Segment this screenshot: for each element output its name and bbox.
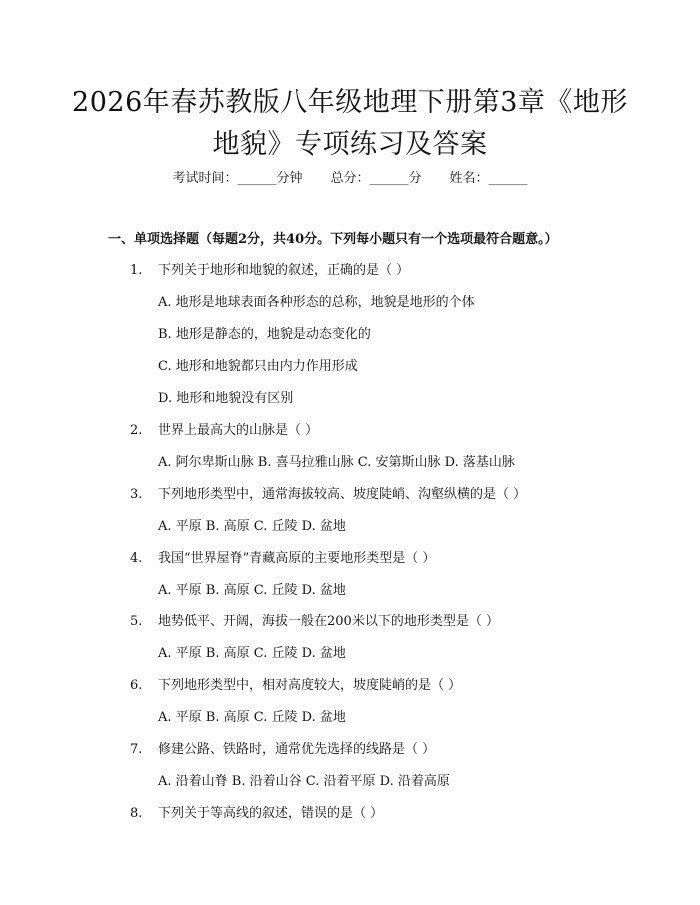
question-4 <box>130 550 435 568</box>
question-text: 下列地形类型中，相对高度较大，坡度陡峭的是（ ） <box>158 678 462 693</box>
options-5: A. 平原 B. 高原 C. 丘陵 D. 盆地 <box>158 646 346 661</box>
question-number: 1. <box>130 263 143 278</box>
exam-time-field: 考试时间：______分钟 <box>172 171 303 186</box>
question-number: 6. <box>130 678 143 693</box>
question-3 <box>130 486 526 504</box>
question-7 <box>130 741 435 759</box>
option-1b: B. 地形是静态的，地貌是动态变化的 <box>158 327 371 342</box>
options-3: A. 平原 B. 高原 C. 丘陵 D. 盆地 <box>158 519 346 534</box>
question-text: 地势低平、开阔，海拔一般在200米以下的地形类型是（ ） <box>158 614 499 629</box>
student-name-field: 姓名：______ <box>449 171 528 186</box>
document-title: 2026年春苏教版八年级地理下册第3章《地形地貌》专项练习及答案 <box>72 87 628 160</box>
question-text: 我国“世界屋脊”青藏高原的主要地形类型是（ ） <box>158 551 436 566</box>
option-1a: A. 地形是地球表面各种形态的总称，地貌是地形的个体 <box>158 295 475 310</box>
question-text: 下列地形类型中，通常海拔较高、坡度陡峭、沟壑纵横的是（ ） <box>158 487 527 502</box>
question-5 <box>130 613 499 631</box>
section-heading: 一、单项选择题（每题2分，共40分。下列每小题只有一个选项最符合题意。） <box>108 232 558 247</box>
question-text: 世界上最高大的山脉是（ ） <box>158 423 319 438</box>
total-score-field: 总分：______分 <box>330 171 422 186</box>
question-number: 4. <box>130 551 143 566</box>
question-6 <box>130 677 461 695</box>
question-number: 7. <box>130 742 143 757</box>
options-4: A. 平原 B. 高原 C. 丘陵 D. 盆地 <box>158 583 346 598</box>
question-number: 5. <box>130 614 143 629</box>
question-2 <box>130 422 318 440</box>
question-text: 下列关于等高线的叙述，错误的是（ ） <box>158 806 384 821</box>
question-text: 下列关于地形和地貌的叙述，正确的是（ ） <box>158 263 410 278</box>
question-number: 2. <box>130 423 143 438</box>
exam-info <box>0 170 700 188</box>
question-number: 8. <box>130 806 143 821</box>
question-1 <box>130 262 409 280</box>
question-text: 修建公路、铁路时，通常优先选择的线路是（ ） <box>158 742 436 757</box>
options-2: A. 阿尔卑斯山脉 B. 喜马拉雅山脉 C. 安第斯山脉 D. 落基山脉 <box>158 455 515 470</box>
option-1c: C. 地形和地貌都只由内力作用形成 <box>158 359 358 374</box>
options-7: A. 沿着山脊 B. 沿着山谷 C. 沿着平原 D. 沿着高原 <box>158 774 450 789</box>
question-number: 3. <box>130 487 143 502</box>
question-8 <box>130 805 383 823</box>
options-6: A. 平原 B. 高原 C. 丘陵 D. 盆地 <box>158 710 346 725</box>
option-1d: D. 地形和地貌没有区别 <box>158 391 294 406</box>
